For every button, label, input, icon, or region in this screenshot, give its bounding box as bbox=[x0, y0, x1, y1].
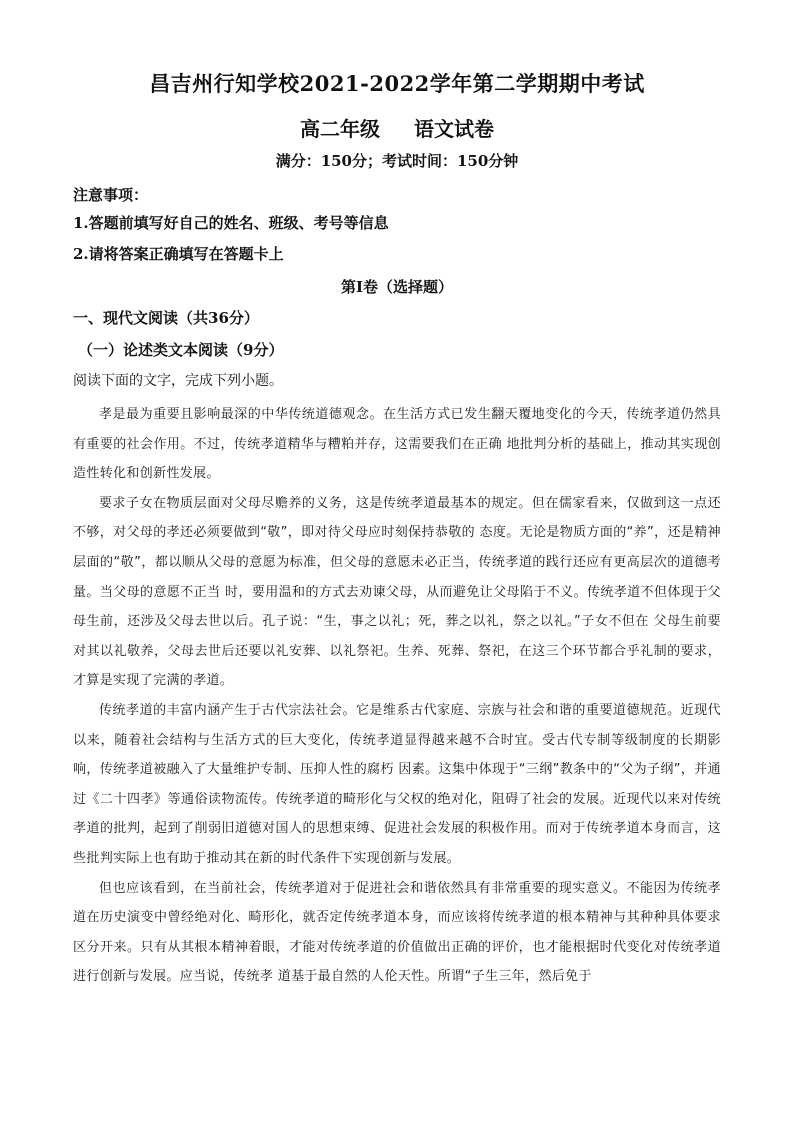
notes-heading: 注意事项： bbox=[73, 186, 149, 204]
passage-paragraph-1: 孝是最为重要且影响最深的中华传统道德观念。在生活方式已发生翻天覆地变化的今天，传统孝道仍然具有重要的社会作用。不过，传统孝道精华与糟粕并存，这需要我们在正确 地批判分析的基础上，推动其实现创造性转化和创新性发展。 bbox=[73, 407, 721, 482]
note-item-1: 1.答题前填写好自己的姓名、班级、考号等信息 bbox=[73, 214, 389, 232]
subject-label: 语文试卷 bbox=[414, 117, 494, 141]
passage-paragraph-3: 传统孝道的丰富内涵产生于古代宗法社会。它是维系古代家庭、宗族与社会和谐的重要道德规范。近现代以来，随着社会结构与生活方式的巨大变化，传统孝道显得越来越不合时宜。受古代专制等级制度的长期影响，传统孝道被融入了大量维护专制、压抑人性的腐朽 因素。这集中体现于“三纲”教条中的“父为子纲”，并通过《二十四孝》等通俗读物流传。传统孝道的畸形化与父权的绝对化，阻碍了社会的发展。近现代以来对传统孝道的批判，起到了削弱旧道德对国人的思想束缚、促进社会发展的积极作用。而对于传统孝道本身而言，这些批判实际上也有助于推动其在新的时代条件下实现创新与发展。 bbox=[73, 702, 721, 866]
reading-instruction: 阅读下面的文字，完成下列小题。 bbox=[73, 373, 283, 389]
note-item-2: 2.请将答案正确填写在答题卡上 bbox=[73, 245, 284, 263]
volume-heading: 第I卷（选择题） bbox=[340, 278, 454, 296]
passage-body bbox=[73, 400, 721, 992]
exam-subtitle bbox=[0, 113, 794, 142]
subpart-heading: （一）论述类文本阅读（9分） bbox=[78, 341, 284, 359]
exam-title: 昌吉州行知学校2021-2022学年第二学期期中考试 bbox=[149, 71, 645, 96]
passage-paragraph-2: 要求子女在物质层面对父母尽赡养的义务，这是传统孝道最基本的规定。但在儒家看来，仅做到这一点还不够，对父母的孝还必须要做到“敬”，即对待父母应时刻保持恭敬的 态度。无论是物质方面的“养”，还是精神层面的“敬”，都以顺从父母的意愿为标准，但父母的意愿未必正当，传统孝道的践行还应有更高层次的道德考量。当父母的意愿不正当 时，要用温和的方式去劝谏父母，从而避免让父母陷于不义。传统孝道不但体现于父母生前，还涉及父母去世以后。孔子说：“生，事之以礼；死，葬之以礼，祭之以礼。”子女不但在 父母生前要对其以礼敬养，父母去世后还要以礼安葬、以礼祭祀。生养、死葬、祭祀，在这三个环节都合乎礼制的要求，才算是实现了完满的孝道。 bbox=[73, 495, 722, 689]
passage-paragraph-4: 但也应该看到，在当前社会，传统孝道对于促进社会和谐依然具有非常重要的现实意义。不能因为传统孝道在历史演变中曾经绝对化、畸形化，就否定传统孝道本身，而应该将传统孝道的根本精神与其种种具体要求区分开来。只有从其根本精神着眼，才能对传统孝道的价值做出正确的评价，也才能根据时代变化对传统孝道进行创新与发展。应当说，传统孝 道基于最自然的人伦天性。所谓“子生三年，然后免于 bbox=[73, 880, 721, 985]
score-and-time: 满分：150分；考试时间：150分钟 bbox=[275, 152, 519, 170]
part-heading: 一、现代文阅读（共36分） bbox=[73, 309, 259, 327]
grade-label: 高二年级 bbox=[300, 117, 380, 141]
